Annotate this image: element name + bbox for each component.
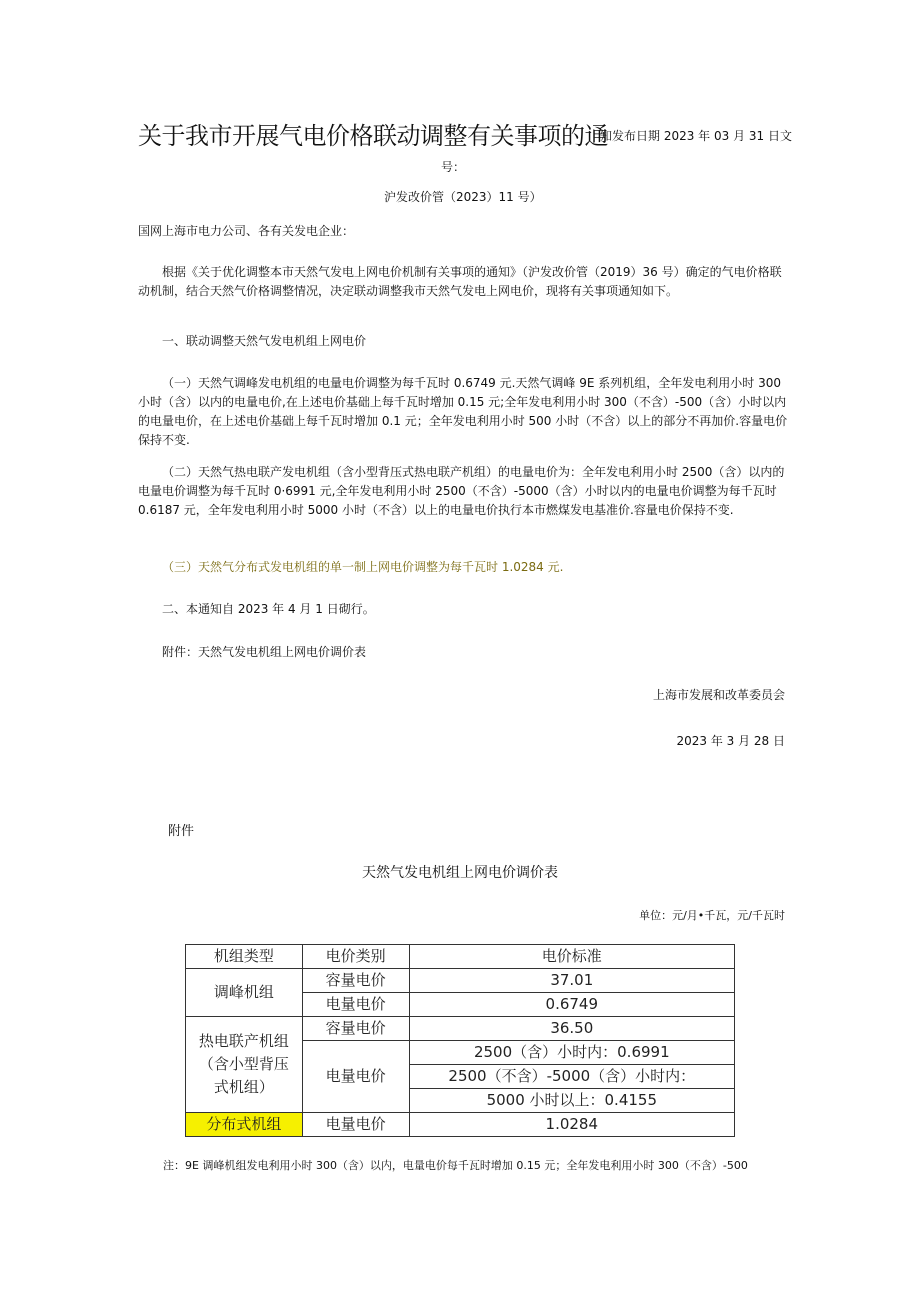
chp-type-line: （含小型背压 bbox=[198, 1055, 289, 1073]
chp-energy-label: 电量电价 bbox=[302, 1041, 409, 1113]
table-note: 注：9E 调峰机组发电利用小时 300（含）以内，电量电价每千瓦时增加 0.15 元；全年发电利用小时 300（不含）-500 bbox=[163, 1159, 748, 1172]
chp-type-line: 热电联产机组 bbox=[198, 1032, 289, 1050]
header-unit-type: 机组类型 bbox=[186, 945, 303, 969]
header-price-standard: 电价标准 bbox=[409, 945, 734, 969]
chp-tier-3: 5000 小时以上：0.4155 bbox=[409, 1089, 734, 1113]
chp-unit-type bbox=[186, 1017, 303, 1113]
chp-type-line: 式机组） bbox=[213, 1078, 274, 1096]
peak-capacity-value: 37.01 bbox=[409, 969, 734, 993]
distributed-energy-value: 1.0284 bbox=[409, 1113, 734, 1137]
chp-tier-2: 2500（不含）-5000（含）小时内： bbox=[409, 1065, 734, 1089]
annex-label: 附件 bbox=[168, 824, 195, 839]
section-1-heading: 一、联动调整天然气发电机组上网电价 bbox=[162, 334, 367, 348]
item-3-paragraph: （三）天然气分布式发电机组的单一制上网电价调整为每千瓦时 1.0284 元. bbox=[162, 560, 564, 574]
peak-energy-label: 电量电价 bbox=[302, 993, 409, 1017]
item-1-paragraph: （一）天然气调峰发电机组的电量电价调整为每千瓦时 0.6749 元.天然气调峰 9E 系列机组，全年发电利用小时 300 小时（含）以内的电量电价,在上述电价基础上每千瓦时增加 0.15 元;全年发电利用小时 300（不含）-500（含）小时以内的电量电价，在上述电价基础上每千瓦时增加 0.1 元；全年发电利用小时 500 小时（不含）以上的部分不再加价.容量电价保持不变. bbox=[138, 376, 788, 447]
publish-meta-cont: 号： bbox=[441, 160, 466, 174]
item-2-paragraph: （二）天然气热电联产发电机组（含小型背压式热电联产机组）的电量电价为：全年发电利用小时 2500（含）以内的电量电价调整为每千瓦时 0·6991 元,全年发电利用小时 2500（不含）-5000（含）小时以内的电量电价调整为每千瓦时 0.6187 元，全年发电利用小时 5000 小时（不含）以上的电量电价执行本市燃煤发电基准价.容量电价保持不变. bbox=[138, 465, 785, 517]
distributed-unit-type: 分布式机组 bbox=[186, 1113, 303, 1137]
attachment-reference: 附件：天然气发电机组上网电价调价表 bbox=[162, 645, 367, 659]
table-row bbox=[186, 969, 735, 993]
unit-label: 单位：元/月•千瓦，元/千瓦时 bbox=[639, 909, 785, 922]
peak-unit-type: 调峰机组 bbox=[186, 969, 303, 1017]
header-price-category: 电价类别 bbox=[302, 945, 409, 969]
document-number: 沪发改价管（2023）11 号） bbox=[384, 190, 542, 204]
chp-capacity-value: 36.50 bbox=[409, 1017, 734, 1041]
rate-table bbox=[185, 944, 735, 1137]
section-2-heading: 二、本通知自 2023 年 4 月 1 日砌行。 bbox=[162, 602, 375, 616]
distributed-energy-label: 电量电价 bbox=[302, 1113, 409, 1137]
document-title: 关于我市开展气电价格联动调整有关事项的通 bbox=[138, 122, 608, 150]
intro-paragraph: 根据《关于优化调整本市天然气发电上网电价机制有关事项的通知》（沪发改价管（2019）36 号）确定的气电价格联动机制，结合天然气价格调整情况，决定联动调整我市天然气发电上网电价，现将有关事项通知如下。 bbox=[138, 265, 782, 298]
peak-energy-value: 0.6749 bbox=[409, 993, 734, 1017]
annex-title: 天然气发电机组上网电价调价表 bbox=[362, 865, 558, 881]
issue-date: 2023 年 3 月 28 日 bbox=[676, 734, 785, 748]
table-row bbox=[186, 1113, 735, 1137]
table-header-row bbox=[186, 945, 735, 969]
issuer-name: 上海市发展和改革委员会 bbox=[652, 688, 785, 702]
publish-meta: 知发布日期 2023 年 03 月 31 日文 bbox=[600, 129, 792, 143]
chp-capacity-label: 容量电价 bbox=[302, 1017, 409, 1041]
salutation: 国网上海市电力公司、各有关发电企业： bbox=[138, 224, 355, 238]
peak-capacity-label: 容量电价 bbox=[302, 969, 409, 993]
chp-tier-1: 2500（含）小时内：0.6991 bbox=[409, 1041, 734, 1065]
table-row bbox=[186, 1017, 735, 1041]
